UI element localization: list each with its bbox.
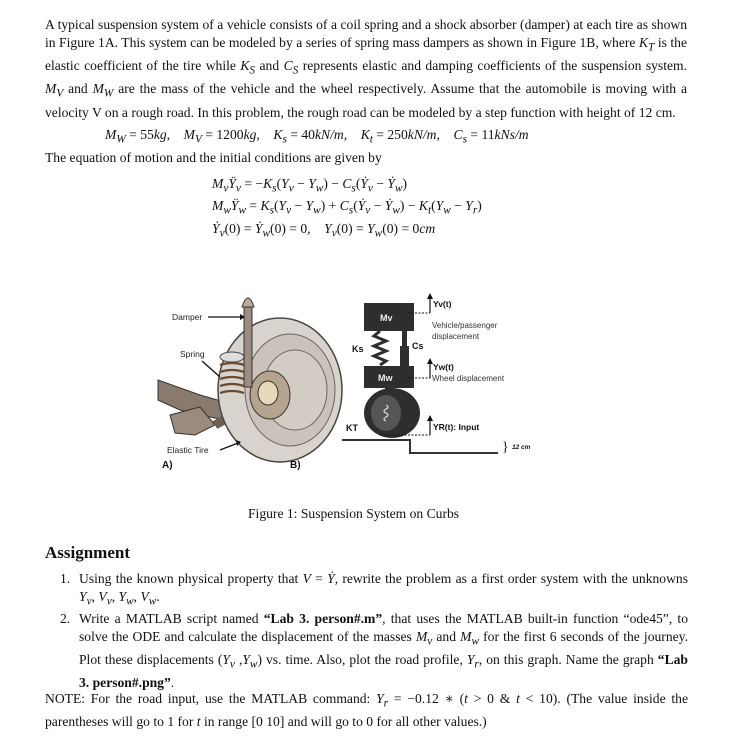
figure-1 (140, 285, 560, 490)
param-ks: $K_s = 40kN/m$, (273, 127, 348, 146)
step-height-label: 12 cm (512, 444, 531, 451)
assignment-item-1 (60, 570, 688, 611)
cs-label: Cs (412, 341, 424, 351)
intro-paragraph: A typical suspension system of a vehicle consists of a coil spring and a shock absorber (damper) at each tire as shown in Figure 1A. This system can be modeled by a series of spring mass dampers as shown in Figure 1B, where $K_T$ is the elastic coefficient of the tire while $K_S$ and $C_S$ represents elastic and damping coefficients of the suspension system. $M_V$ and $M_W$ are the mass of the vehicle and the wheel respectively. Assume that the automobile is moving with a velocity V on a rough road. In this problem, the rough road can be modeled by a step function with height of 12 cm. (45, 17, 687, 120)
mw-label: Mw (378, 373, 393, 383)
elastic-tire-label: Elastic Tire (167, 445, 209, 455)
yr-label: YR(t): Input (433, 422, 480, 432)
spring-ks (374, 331, 386, 365)
param-mv: $M_V = 1200kg$, (183, 127, 260, 146)
road-step (342, 440, 498, 453)
initial-conditions: Ẏ$_v$(0) = Ẏ$_w$(0) = 0, $Y_v(0) = Y_w(0) = 0cm$ (212, 221, 436, 240)
param-cs: $C_s = 11kNs/m$ (453, 127, 529, 146)
damper-cs (400, 346, 409, 366)
yv-label: Yv(t) (433, 299, 452, 309)
equations-intro: The equation of motion and the initial conditions are given by (45, 150, 382, 165)
item-text: Using the known physical property that V = Ẏ, rewrite the problem as a first order system with the unknowns $Y_v$, $V_v$, $Y_w$, $V_w$. (79, 571, 689, 608)
param-mw: $M_W = 55kg$, (105, 127, 171, 146)
panel-b-label: B) (290, 460, 301, 471)
note-paragraph: NOTE: For the road input, use the MATLAB command: $Y_r = -0.12$ ∗ (t > 0 & t < 10). (The value inside the parentheses will go to 1 for t in range [0 10] and will go to 0 for all other values.) (45, 691, 688, 730)
assignment-item-2 (60, 610, 688, 692)
item-number: 2. (60, 611, 71, 626)
brace-icon: } (502, 440, 509, 455)
ks-label: Ks (352, 344, 364, 354)
item-number: 1. (60, 571, 71, 586)
yw-desc: Wheel displacement (432, 374, 505, 383)
kt-label: KT (346, 423, 358, 433)
spring-label: Spring (180, 349, 205, 359)
yv-desc-1: Vehicle/passenger (432, 321, 498, 330)
yw-label: Yw(t) (433, 362, 454, 372)
parameters-line (105, 127, 529, 146)
equation-vehicle: $M_vŸ_v = -K_s(Y_v - Y_w)$ − $C_s(Ẏ_v$ − Ẏ$_w$) (212, 176, 408, 195)
equation-wheel: $M_wŸ_w = K_s(Y_v - Y_w)$ + $C_s(Ẏ_v$ − Ẏ$_w$) − $K_t(Y_w - Y_r)$ (212, 198, 482, 217)
item-text: Write a MATLAB script named “Lab 3. person#.m”, that uses the MATLAB built-in function “ode45”, to solve the ODE and calculate the displacement of the masses $M_v$ and $M_w$ for the first 6 seconds of the journey. Plot these displacements ($Y_v$ $,Y_w$) vs. time. Also, plot the road profile, $Y_r$, on this graph. Name the graph “Lab 3. person#.png”. (79, 611, 689, 691)
mv-label: Mv (380, 313, 393, 323)
suspension-illustration (158, 298, 342, 471)
quarter-car-model (342, 293, 531, 455)
damper-label: Damper (172, 312, 203, 322)
suspension-figure (140, 285, 560, 490)
figure-caption: Figure 1: Suspension System on Curbs (248, 506, 460, 521)
param-kt: $K_t = 250kN/m$, (360, 127, 440, 146)
yv-desc-2: displacement (432, 332, 480, 341)
panel-a-label: A) (162, 460, 173, 471)
assignment-heading: Assignment (45, 543, 131, 562)
